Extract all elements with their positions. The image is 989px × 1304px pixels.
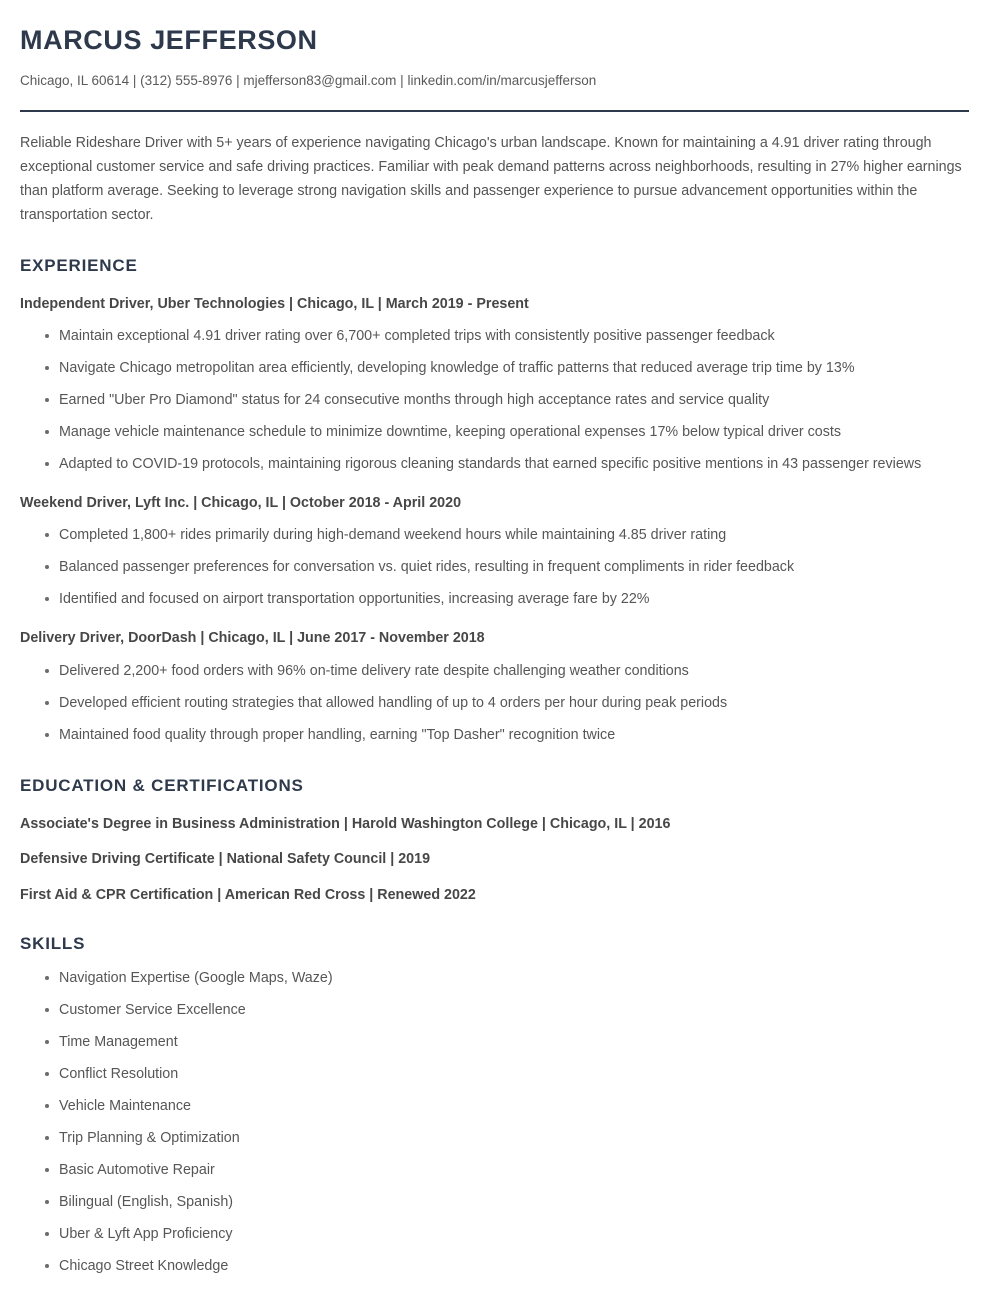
experience-entry-title: Independent Driver, Uber Technologies | Chicago, IL | March 2019 - Present <box>20 295 529 312</box>
list-item: Conflict Resolution <box>20 1062 969 1086</box>
section-heading-skills: SKILLS <box>20 933 86 953</box>
contact-line: Chicago, IL 60614 | (312) 555-8976 | mjefferson83@gmail.com | linkedin.com/in/marcusjefferson <box>20 73 597 89</box>
list-item: Manage vehicle maintenance schedule to minimize downtime, keeping operational expenses 17% below typical driver costs <box>20 420 969 444</box>
list-item: Identified and focused on airport transportation opportunities, increasing average fare by 22% <box>20 587 969 611</box>
experience-bullet-list <box>20 324 969 476</box>
list-item: Delivered 2,200+ food orders with 96% on-time delivery rate despite challenging weather conditions <box>20 659 969 683</box>
list-item: Trip Planning & Optimization <box>20 1126 969 1150</box>
list-item: Chicago Street Knowledge <box>20 1254 969 1278</box>
education-entry: First Aid & CPR Certification | American Red Cross | Renewed 2022 <box>20 886 476 903</box>
header-divider <box>20 110 969 112</box>
experience-bullet-list <box>20 659 969 747</box>
list-item: Earned "Uber Pro Diamond" status for 24 consecutive months through high acceptance rates and service quality <box>20 388 969 412</box>
list-item: Navigation Expertise (Google Maps, Waze) <box>20 966 969 990</box>
section-heading-education: EDUCATION & CERTIFICATIONS <box>20 775 304 795</box>
experience-bullet-list <box>20 523 969 611</box>
candidate-name: MARCUS JEFFERSON <box>20 25 318 55</box>
experience-entry-title: Delivery Driver, DoorDash | Chicago, IL | June 2017 - November 2018 <box>20 630 485 647</box>
education-entry: Associate's Degree in Business Administration | Harold Washington College | Chicago, IL | 2016 <box>20 815 671 832</box>
list-item: Completed 1,800+ rides primarily during high-demand weekend hours while maintaining 4.85 driver rating <box>20 523 969 547</box>
experience-entry <box>20 494 969 611</box>
list-item: Bilingual (English, Spanish) <box>20 1190 969 1214</box>
list-item: Developed efficient routing strategies that allowed handling of up to 4 orders per hour during peak periods <box>20 691 969 715</box>
skills-list <box>20 966 969 1278</box>
section-heading-experience: EXPERIENCE <box>20 256 138 276</box>
list-item: Maintain exceptional 4.91 driver rating over 6,700+ completed trips with consistently positive passenger feedback <box>20 324 969 348</box>
list-item: Vehicle Maintenance <box>20 1094 969 1118</box>
list-item: Navigate Chicago metropolitan area efficiently, developing knowledge of traffic patterns that reduced average trip time by 13% <box>20 356 969 380</box>
list-item: Balanced passenger preferences for conversation vs. quiet rides, resulting in frequent compliments in rider feedback <box>20 555 969 579</box>
list-item: Customer Service Excellence <box>20 998 969 1022</box>
list-item: Maintained food quality through proper handling, earning "Top Dasher" recognition twice <box>20 723 969 747</box>
list-item: Time Management <box>20 1030 969 1054</box>
professional-summary: Reliable Rideshare Driver with 5+ years of experience navigating Chicago's urban landscape. Known for maintaining a 4.91 driver rating through exceptional customer service and safe driving practices. Familiar with peak demand patterns across neighborhoods, resulting in 27% higher earnings than platform average. Seeking to leverage strong navigation skills and passenger experience to pursue advancement opportunities within the transportation sector. <box>20 135 962 224</box>
education-entry: Defensive Driving Certificate | National Safety Council | 2019 <box>20 851 431 868</box>
list-item: Basic Automotive Repair <box>20 1158 969 1182</box>
list-item: Uber & Lyft App Proficiency <box>20 1222 969 1246</box>
experience-entry-title: Weekend Driver, Lyft Inc. | Chicago, IL | October 2018 - April 2020 <box>20 494 462 511</box>
resume-page <box>0 24 989 1278</box>
experience-entry <box>20 295 969 476</box>
list-item: Adapted to COVID-19 protocols, maintaining rigorous cleaning standards that earned specific positive mentions in 43 passenger reviews <box>20 452 969 476</box>
experience-entry <box>20 629 969 746</box>
